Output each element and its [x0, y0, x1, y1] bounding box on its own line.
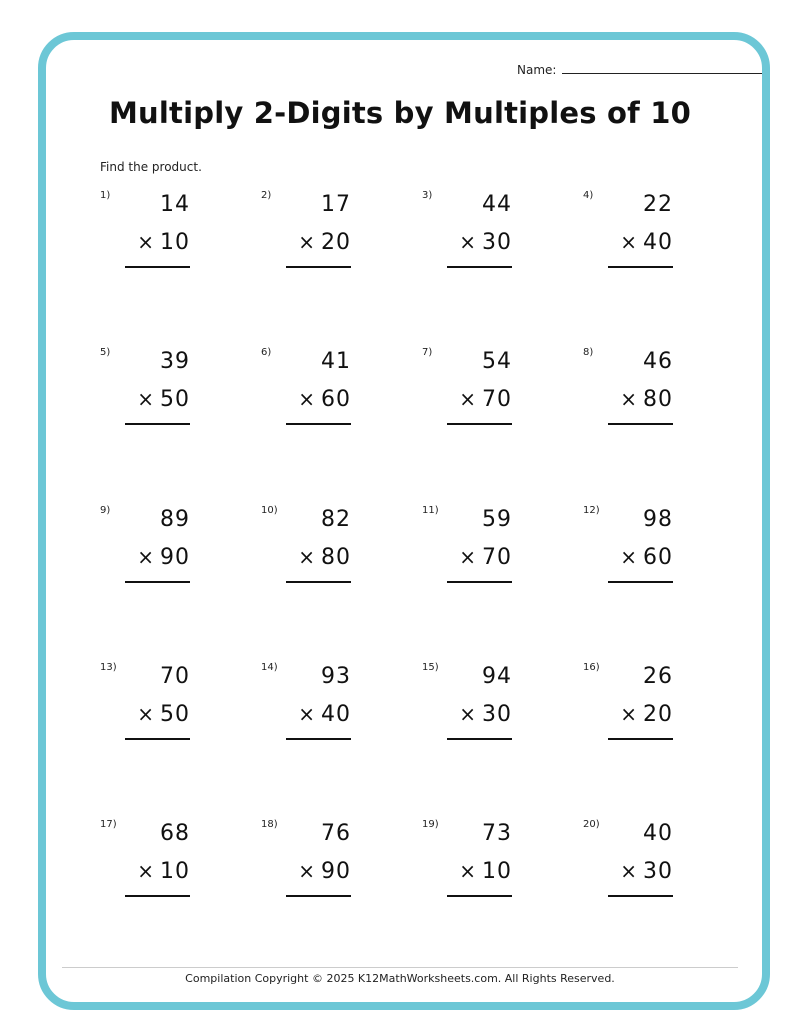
multiplicand: 59 — [482, 507, 512, 532]
copyright-footer: Compilation Copyright © 2025 K12MathWorksheets.com. All Rights Reserved. — [185, 972, 615, 985]
problem-item — [422, 505, 542, 595]
answer-line[interactable] — [447, 581, 512, 583]
times-sign: × — [620, 387, 638, 411]
multiplier-row — [620, 230, 673, 255]
problem-item — [583, 347, 703, 437]
problem-number: 14) — [261, 662, 278, 673]
multiplier-row — [137, 387, 190, 412]
multiplier: 20 — [643, 702, 673, 727]
answer-line[interactable] — [608, 423, 673, 425]
problem-number: 1) — [100, 190, 111, 201]
times-sign: × — [298, 702, 316, 726]
answer-line[interactable] — [125, 581, 190, 583]
multiplier: 80 — [321, 545, 351, 570]
multiplier-row — [298, 387, 351, 412]
multiplicand: 82 — [321, 507, 351, 532]
multiplier-row — [298, 545, 351, 570]
problem-item — [583, 662, 703, 752]
problem-number: 6) — [261, 347, 272, 358]
answer-line[interactable] — [447, 895, 512, 897]
problem-item — [422, 190, 542, 280]
problem-number: 11) — [422, 505, 439, 516]
multiplier: 30 — [482, 702, 512, 727]
problem-item — [100, 819, 220, 909]
problem-number: 18) — [261, 819, 278, 830]
problem-number: 16) — [583, 662, 600, 673]
problem-item — [583, 505, 703, 595]
answer-line[interactable] — [447, 423, 512, 425]
multiplier: 30 — [643, 859, 673, 884]
answer-line[interactable] — [286, 423, 351, 425]
multiplicand: 94 — [482, 664, 512, 689]
multiplicand: 89 — [160, 507, 190, 532]
multiplier: 50 — [160, 702, 190, 727]
multiplier-row — [137, 545, 190, 570]
times-sign: × — [137, 859, 155, 883]
multiplier: 90 — [160, 545, 190, 570]
footer-divider — [62, 967, 738, 968]
problem-number: 7) — [422, 347, 433, 358]
multiplicand: 22 — [643, 192, 673, 217]
answer-line[interactable] — [608, 738, 673, 740]
times-sign: × — [459, 387, 477, 411]
multiplier-row — [620, 387, 673, 412]
times-sign: × — [620, 859, 638, 883]
multiplier: 10 — [482, 859, 512, 884]
multiplicand: 68 — [160, 821, 190, 846]
multiplicand: 26 — [643, 664, 673, 689]
multiplier: 60 — [321, 387, 351, 412]
multiplicand: 41 — [321, 349, 351, 374]
multiplicand: 54 — [482, 349, 512, 374]
multiplier: 40 — [321, 702, 351, 727]
multiplier: 90 — [321, 859, 351, 884]
times-sign: × — [459, 545, 477, 569]
multiplicand: 39 — [160, 349, 190, 374]
problem-item — [422, 347, 542, 437]
multiplier: 30 — [482, 230, 512, 255]
times-sign: × — [298, 545, 316, 569]
multiplicand: 98 — [643, 507, 673, 532]
times-sign: × — [137, 702, 155, 726]
answer-line[interactable] — [286, 266, 351, 268]
multiplier-row — [298, 702, 351, 727]
times-sign: × — [298, 387, 316, 411]
problem-number: 3) — [422, 190, 433, 201]
problem-number: 20) — [583, 819, 600, 830]
answer-line[interactable] — [286, 895, 351, 897]
multiplier-row — [620, 545, 673, 570]
times-sign: × — [137, 230, 155, 254]
answer-line[interactable] — [125, 738, 190, 740]
problem-item — [100, 190, 220, 280]
multiplier: 40 — [643, 230, 673, 255]
problem-number: 15) — [422, 662, 439, 673]
answer-line[interactable] — [286, 581, 351, 583]
answer-line[interactable] — [125, 266, 190, 268]
problem-item — [100, 347, 220, 437]
multiplier: 80 — [643, 387, 673, 412]
problem-item — [583, 819, 703, 909]
problem-item — [100, 662, 220, 752]
times-sign: × — [137, 387, 155, 411]
answer-line[interactable] — [608, 895, 673, 897]
problem-item — [583, 190, 703, 280]
multiplicand: 40 — [643, 821, 673, 846]
problem-number: 19) — [422, 819, 439, 830]
multiplier-row — [298, 230, 351, 255]
multiplier-row — [298, 859, 351, 884]
times-sign: × — [620, 702, 638, 726]
instructions: Find the product. — [100, 160, 202, 174]
answer-line[interactable] — [447, 738, 512, 740]
problem-item — [261, 347, 381, 437]
times-sign: × — [459, 230, 477, 254]
answer-line[interactable] — [286, 738, 351, 740]
answer-line[interactable] — [608, 581, 673, 583]
problem-item — [261, 819, 381, 909]
multiplier: 10 — [160, 230, 190, 255]
multiplier-row — [459, 859, 512, 884]
problem-item — [422, 662, 542, 752]
multiplier-row — [620, 859, 673, 884]
multiplier: 50 — [160, 387, 190, 412]
multiplier: 10 — [160, 859, 190, 884]
multiplier: 60 — [643, 545, 673, 570]
multiplier-row — [137, 702, 190, 727]
multiplicand: 93 — [321, 664, 351, 689]
problem-item — [261, 190, 381, 280]
problem-number: 9) — [100, 505, 111, 516]
problem-number: 4) — [583, 190, 594, 201]
problem-item — [261, 662, 381, 752]
multiplier: 70 — [482, 545, 512, 570]
times-sign: × — [459, 859, 477, 883]
multiplier-row — [459, 230, 512, 255]
multiplicand: 44 — [482, 192, 512, 217]
problem-number: 5) — [100, 347, 111, 358]
answer-line[interactable] — [447, 266, 512, 268]
times-sign: × — [459, 702, 477, 726]
multiplier-row — [459, 545, 512, 570]
multiplier-row — [137, 859, 190, 884]
problem-item — [261, 505, 381, 595]
answer-line[interactable] — [125, 423, 190, 425]
times-sign: × — [298, 859, 316, 883]
problem-number: 13) — [100, 662, 117, 673]
multiplier-row — [137, 230, 190, 255]
multiplier: 70 — [482, 387, 512, 412]
multiplicand: 76 — [321, 821, 351, 846]
multiplier: 20 — [321, 230, 351, 255]
multiplicand: 70 — [160, 664, 190, 689]
times-sign: × — [620, 230, 638, 254]
multiplicand: 17 — [321, 192, 351, 217]
problem-number: 10) — [261, 505, 278, 516]
multiplicand: 14 — [160, 192, 190, 217]
answer-line[interactable] — [608, 266, 673, 268]
multiplier-row — [459, 702, 512, 727]
problem-number: 8) — [583, 347, 594, 358]
multiplicand: 46 — [643, 349, 673, 374]
problem-number: 17) — [100, 819, 117, 830]
page-title: Multiply 2-Digits by Multiples of 10 — [108, 96, 692, 130]
multiplier-row — [620, 702, 673, 727]
answer-line[interactable] — [125, 895, 190, 897]
times-sign: × — [298, 230, 316, 254]
multiplicand: 73 — [482, 821, 512, 846]
times-sign: × — [620, 545, 638, 569]
problem-number: 2) — [261, 190, 272, 201]
problem-number: 12) — [583, 505, 600, 516]
times-sign: × — [137, 545, 155, 569]
problem-item — [422, 819, 542, 909]
multiplier-row — [459, 387, 512, 412]
problem-item — [100, 505, 220, 595]
name-label: Name: — [517, 63, 557, 77]
